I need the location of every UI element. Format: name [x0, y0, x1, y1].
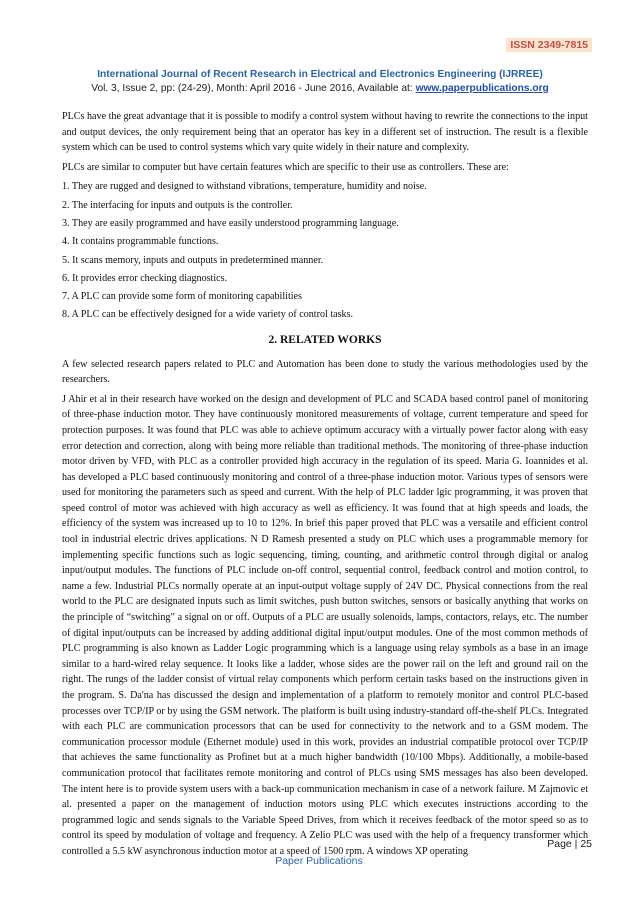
- feature-item-7: 7. A PLC can provide some form of monitoring capabilities: [62, 291, 302, 303]
- feature-item-1: 1. They are rugged and designed to withstand vibrations, temperature, humidity and noise.: [62, 181, 427, 193]
- page-number: Page | 25: [547, 838, 592, 850]
- related-paragraph-1: A few selected research papers related to PLC and Automation has been done to study the various methodologies used by the researchers.: [62, 358, 588, 386]
- section-heading: 2. RELATED WORKS: [268, 333, 382, 346]
- website-link[interactable]: www.paperpublications.org: [415, 83, 549, 94]
- feature-item-2: 2. The interfacing for inputs and outputs is the controller.: [62, 199, 293, 211]
- volume-text: Vol. 3, Issue 2, pp: (24-29), Month: April 2016 - June 2016, Available at:: [91, 83, 416, 94]
- feature-item-8: 8. A PLC can be effectively designed for a wide variety of control tasks.: [62, 309, 354, 321]
- volume-info: [50, 83, 590, 94]
- related-paragraph-2: J Ahir et al in their research have worked on the design and development of PLC and SCADA based control panel of monitoring of three-phase induction motor. They have continuously monitored measurements of voltage, current temperature and speed for protection purposes. It was found that PLC was able to achieve optimum accuracy with a virtually power factor along with easy error detection and correction, along with being more reliable than traditional methods. The monitoring of three-phase induction motor driven by VFD, with PLC as a controller provided high accuracy in the regulation of its speed. Maria G. Ioannides et al. has developed a PLC based continuously monitoring and control of a three-phase induction motor. Various types of sensors were used for monitoring the parameters such as speed and current. With the help of PLC ladder lgic programming, it was proven that speed control of motor was achieved with high accuracy as well as efficiency. It was found that at high speeds and loads, the efficiency of the system was increased up to 10 to 12%. In brief this paper proved that PLC was a versatile and efficient control tool in industrial electric drives applications. N D Ramesh presented a study on PLC which uses a programmable memory for implementing specific functions such as logic sequencing, timing, counting, and arithmetic control through digital or analog input/output modules. The functions of PLC include on-off control, sequential control, feedback control and motion control, to name a few. Industrial PLCs normally operate at an input-output voltage supply of 24V DC. Physical connections from the real world to the PLC are designated inputs such as limit switches, push button switches, sensors or basically anything that works on the principle of “switching” a signal on or off. Outputs of a PLC are usually solenoids, lamps, contactors, relays, etc. The number of digital input/outputs can be increased by adding additional digital input/output modules. One of the most common methods of PLC programming is also known as Ladder Logic programming which is a language using relay symbols as a base in an image similar to a hard-wired relay sequence. It looks like a ladder, whose sides are the power rail on the left and ground rail on the right. The rungs of the ladder consist of virtual relay components which perform certain tasks based on the instructions given in the program. S. Da'na has discussed the design and implementation of a platform to remotely monitor and control PLC-based processes over TCP/IP or by using the GSM network. The platform is built using industry-standard off-the-shelf PLCs. Integrated with each PLC are communication processors that can be used for connectivity to the network and to a GSM modem. The communication processor module (Ethernet module) used in this work, provides an industrial compatible protocol over TCP/IP that achieves the same functionality as Profinet but at a much higher bandwidth (10/100 Mbps). Additionally, a mobile-based communication protocol that facilitates remote monitoring and control of PLCs using SMS messages has also been developed. The intent here is to provide system users with a back-up communication mechanism in case of a network failure. M Zajmovic et al. presented a paper on the management of induction motors using PLC which executes instructions according to the programmed logic and sends signals to the Variable Speed Drives, from which it receives feedback of the motor speed so as to control its speed by modulation of voltage and frequency. A Zelio PLC was used with the help of a frequency transformer which controlled a 5.5 kW asynchronous induction motor at a speed of 1500 rpm. A windows XP operating: [62, 393, 588, 857]
- issn-badge: ISSN 2349-7815: [506, 38, 592, 52]
- feature-item-6: 6. It provides error checking diagnostics.: [62, 272, 228, 284]
- feature-list: [62, 179, 588, 323]
- feature-item-5: 5. It scans memory, inputs and outputs in predetermined manner.: [62, 254, 324, 266]
- feature-item-3: 3. They are easily programmed and have easily understood programming language.: [62, 217, 399, 229]
- page-content: [62, 109, 588, 864]
- feature-item-4: 4. It contains programmable functions.: [62, 236, 219, 248]
- journal-title: International Journal of Recent Research in Electrical and Electronics Engineering (IJRREE): [97, 69, 543, 80]
- intro-paragraph-1: PLCs have the great advantage that it is possible to modify a control system without having to rewrite the connections to the input and output devices, the only requirement being that an operator has key in a different set of instruction. The result is a flexible system which can be used to control systems which vary quite widely in their nature and complexity.: [62, 111, 588, 154]
- publisher-name: Paper Publications: [275, 855, 363, 867]
- intro-paragraph-2: PLCs are similar to computer but have certain features which are specific to their use as controllers. These are:: [62, 161, 509, 173]
